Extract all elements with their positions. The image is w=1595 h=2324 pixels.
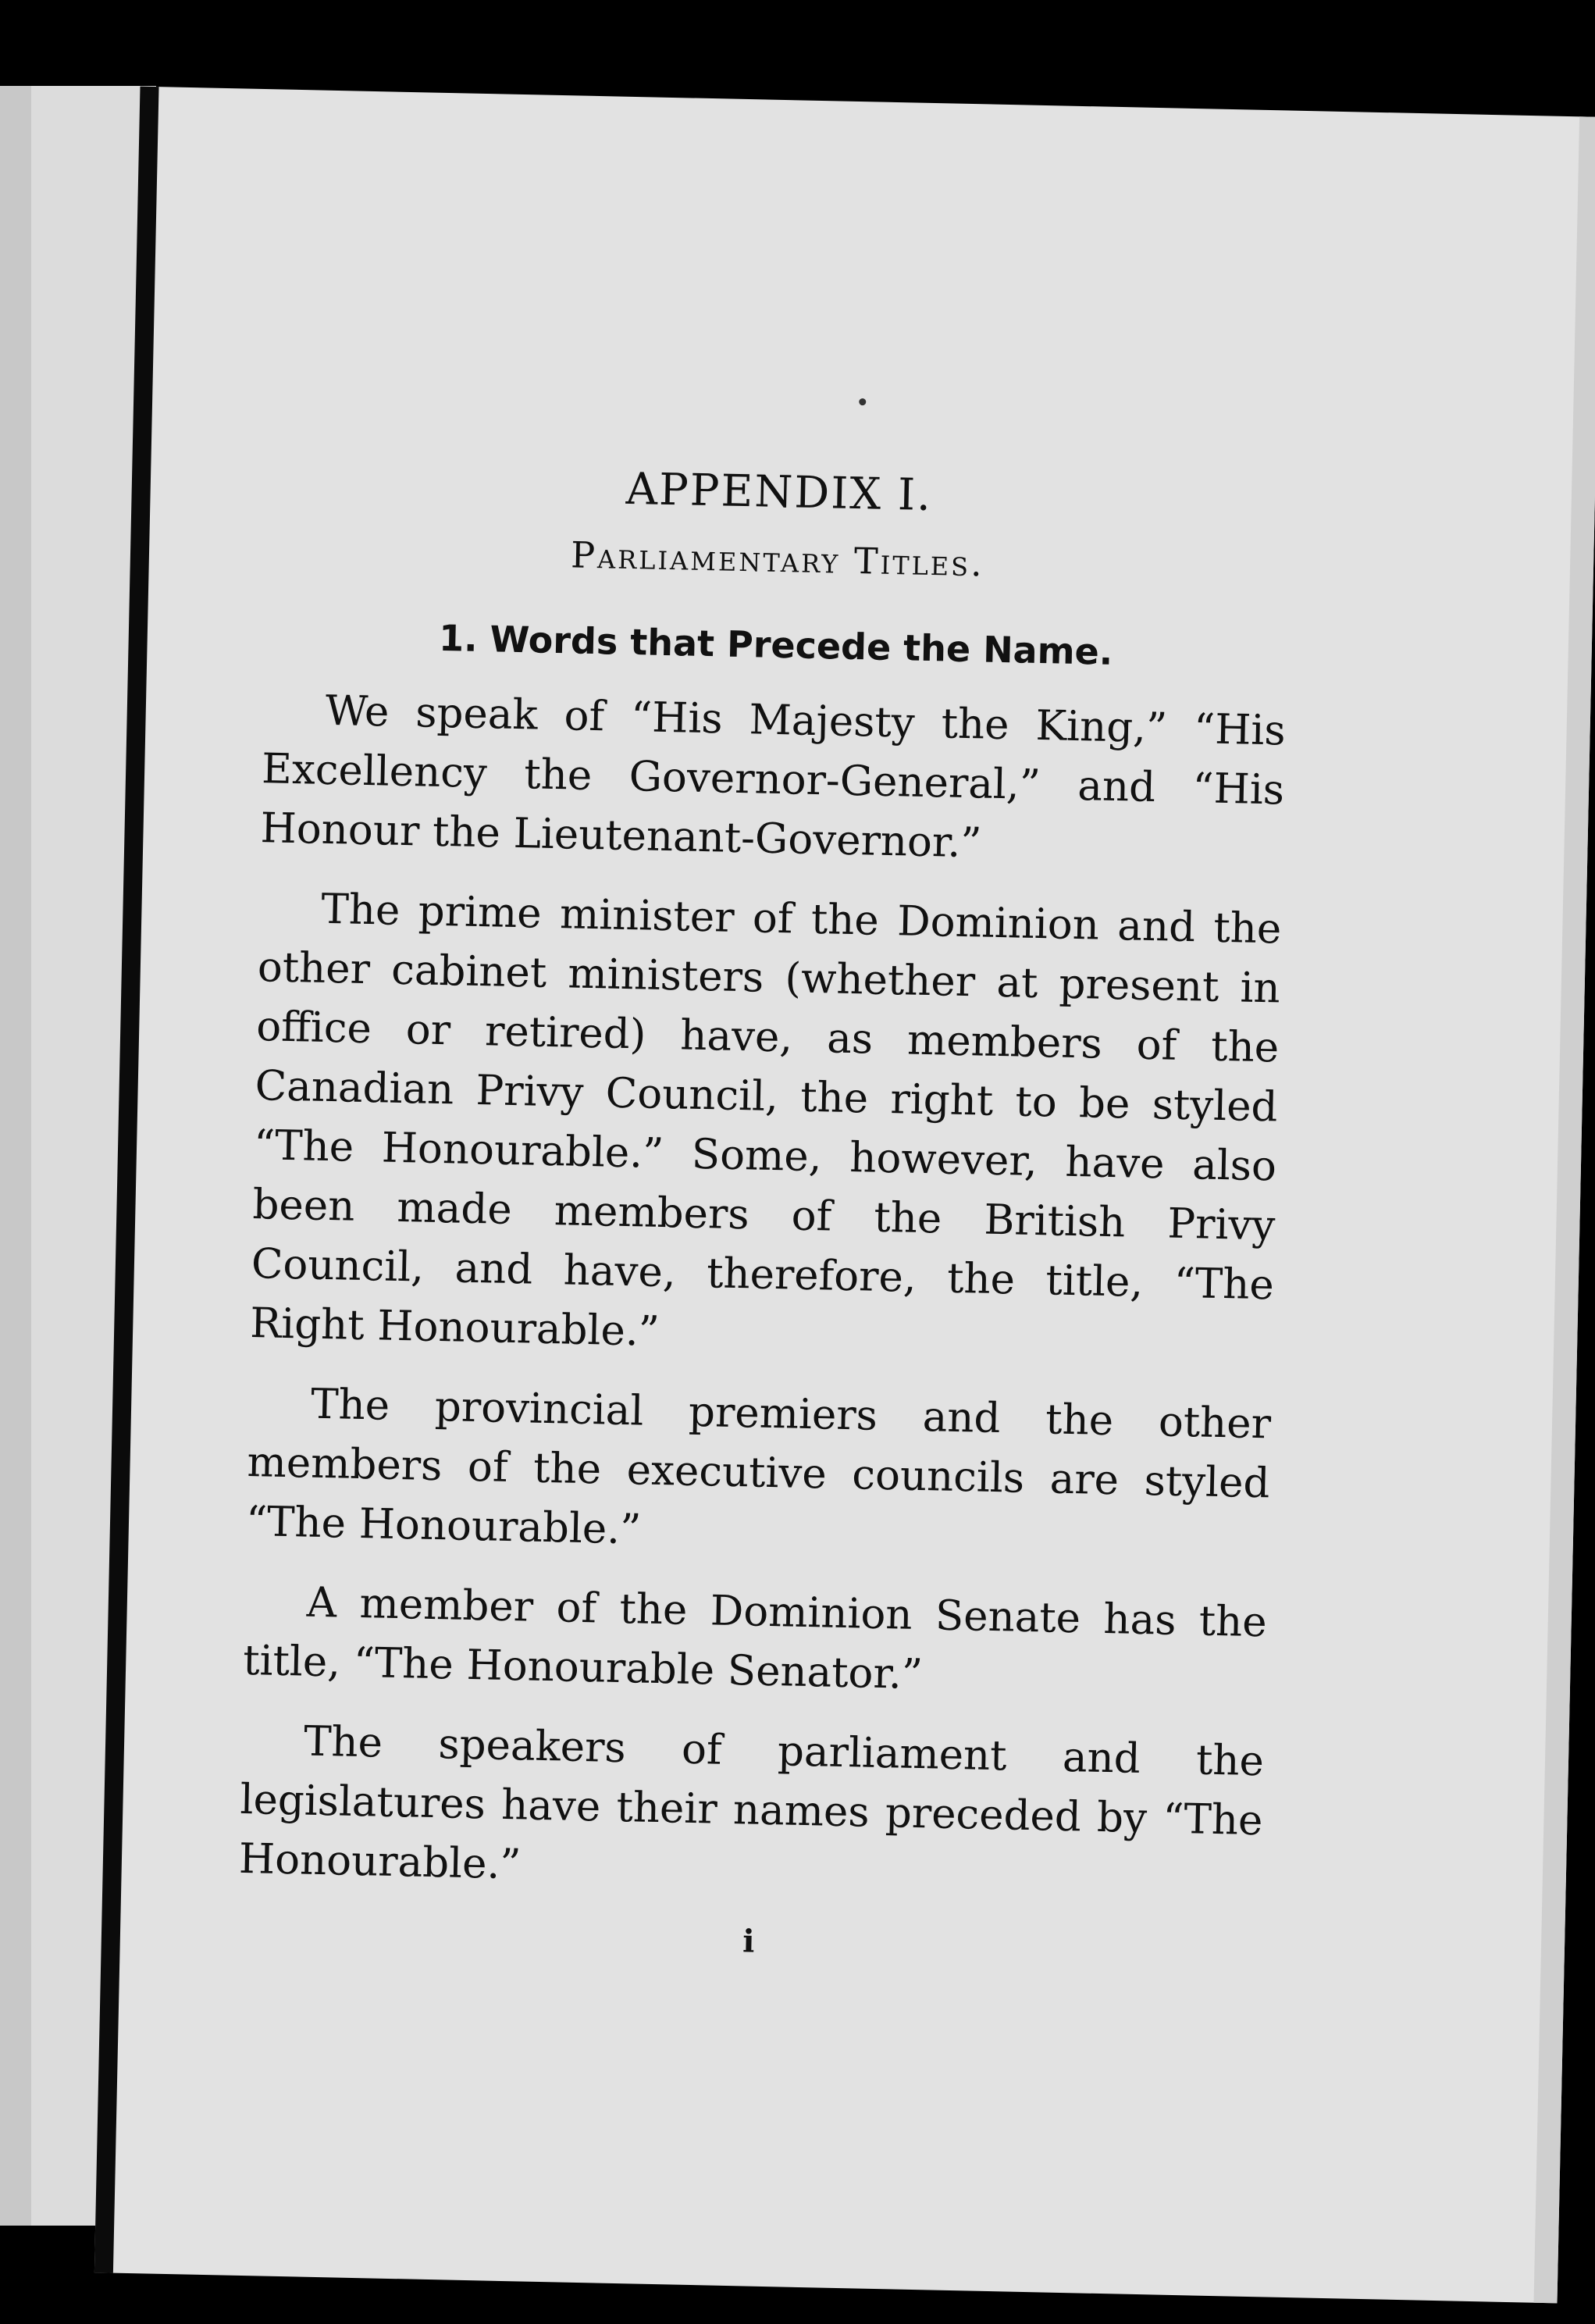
paragraph: The provincial premiers and the other members of the executive councils are styled “The Honourable.” (245, 1380, 1272, 1554)
page-edge (1533, 116, 1595, 2303)
page-content (237, 456, 1291, 1970)
appendix-heading: APPENDIX I. (625, 463, 933, 522)
paragraph: We speak of “His Majesty the King,” “His Excellency the Governor-General,” and “His Honour the Lieutenant-Governor.” (260, 686, 1287, 868)
paragraph: The speakers of parliament and the legislatures have their names preceded by “The Honourable.” (238, 1717, 1265, 1889)
paragraph: The prime minister of the Dominion and the other cabinet ministers (whether at present in office or retired) have, as members of the Canadian Privy Council, the right to be styled “The Honourable.” Some, however, have also been made members of the British Privy Council, and have, therefore, the title, “The Right Honourable.” (249, 885, 1282, 1356)
page-number: i (742, 1923, 756, 1960)
section-heading: 1. Words that Precede the Name. (438, 616, 1113, 673)
facing-page-edge (0, 86, 31, 2226)
document-page (94, 87, 1595, 2304)
paragraph: A member of the Dominion Senate has the title, “The Honourable Senator.” (242, 1578, 1268, 1699)
scan-dot-mark (859, 398, 866, 405)
appendix-subheading: Parliamentary Titles. (570, 533, 985, 585)
